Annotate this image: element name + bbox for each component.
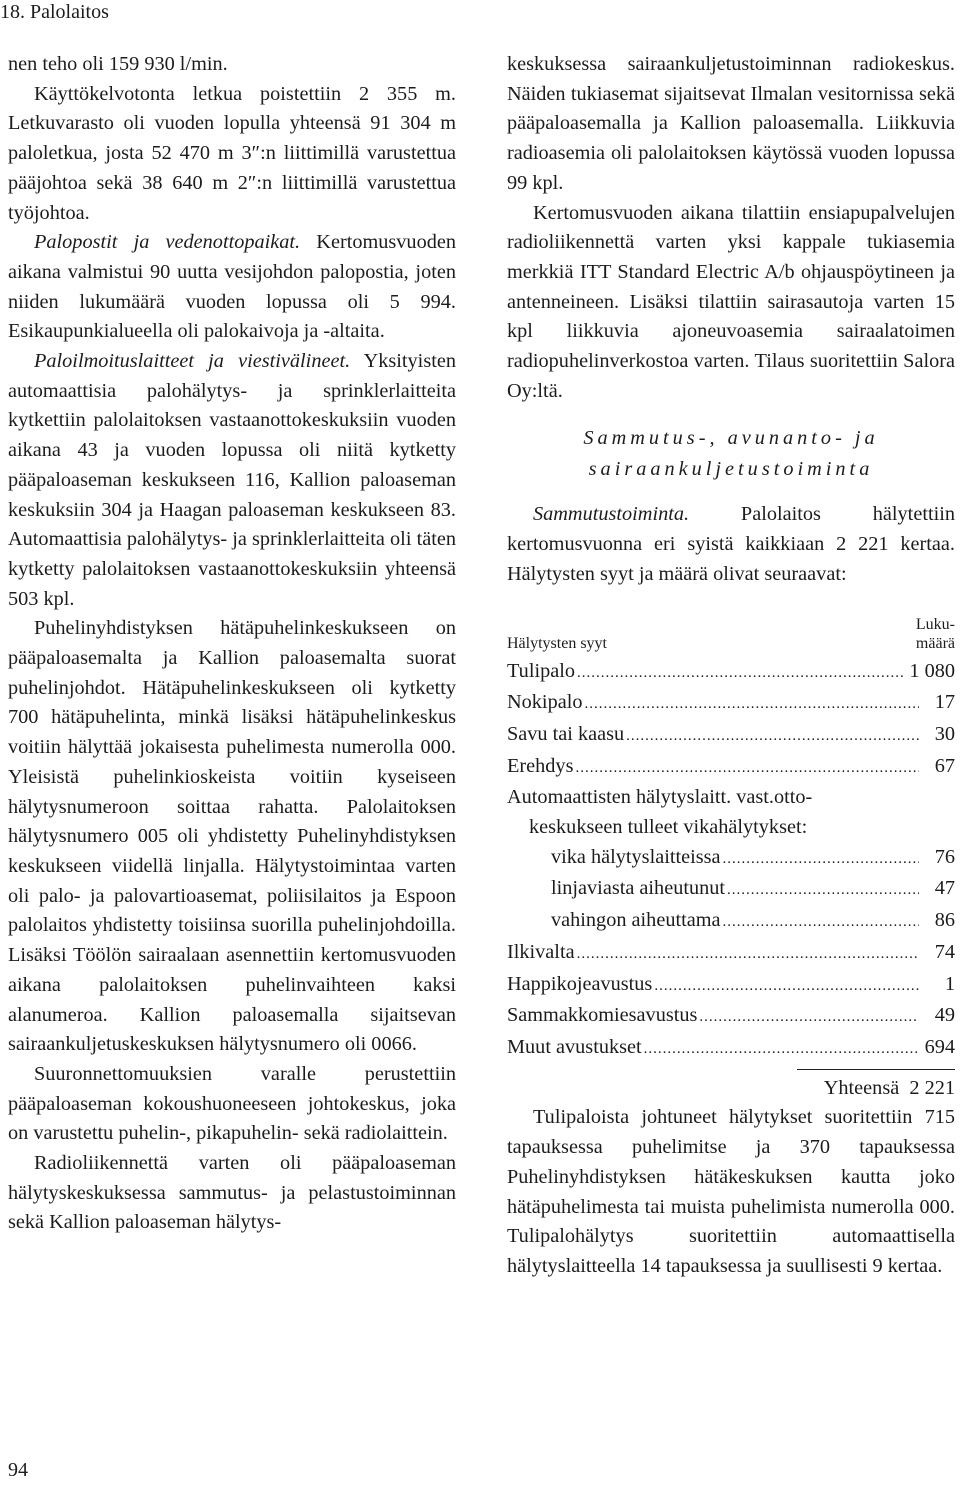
table-header bbox=[507, 615, 955, 653]
paragraph bbox=[8, 228, 456, 347]
paragraph-text: keskuksessa sairaankuljetustoiminnan radiokeskus. Näiden tukiasemat sijaitsevat Ilmalan vesitornissa sekä pääpaloasemalla ja Kallion paloasemalla. Liikkuvia radioasemia oli palolaitoksen käytössä vuoden lopussa 99 kpl. bbox=[507, 53, 955, 194]
paragraph-run-in-heading: Palopostit ja vedenottopaikat. bbox=[34, 231, 301, 254]
dot-leader bbox=[727, 876, 919, 906]
row-label: Sammakkomiesavustus bbox=[507, 1004, 698, 1027]
row-value: 49 bbox=[934, 1004, 955, 1027]
table-row bbox=[507, 813, 955, 843]
row-label: linjaviasta aiheutunut bbox=[551, 877, 726, 900]
dot-leader bbox=[575, 754, 919, 784]
paragraph-text: nen teho oli 159 930 l/min. bbox=[8, 53, 228, 75]
table-row bbox=[507, 783, 955, 813]
paragraph bbox=[8, 614, 456, 1060]
row-value: 1 080 bbox=[909, 659, 955, 682]
paragraph-tulipaloista: Tulipaloista johtuneet hälytykset suoritettiin 715 tapauksessa puhelimitse ja 370 tapauksessa Puhelinyhdistyksen hätäkeskuksen kautta joko hätäpuhelimesta tai muista puhelimista numerolla 000. Tulipalohälytys suoritettiin automaattisella hälytyslaitteella 14 tapauksessa ja suullisesti 9 kertaa. bbox=[507, 1106, 955, 1277]
paragraph-text: Yksityisten automaattisia palohälytys- ja sprinklerlaitteita kytkettiin palolaitoksen vastaanottokeskuksiin vuoden aikana 43 ja vuoden lopussa oli niitä kytketty pääpaloaseman keskukseen 116, Kallion paloaseman keskuksiin 304 ja Haagan paloaseman keskukseen 83. Automaattisia palohälytys- ja sprinklerlaitteita oli täten kytketty palolaitoksen vastaanottokeskuksiin yhteensä 503 kpl. bbox=[8, 350, 456, 610]
table-row bbox=[507, 1033, 955, 1065]
dot-leader bbox=[654, 972, 919, 1002]
dot-leader bbox=[644, 1035, 919, 1065]
paragraph bbox=[507, 199, 955, 407]
table-header-count-line2: määrä bbox=[915, 634, 955, 652]
dot-leader bbox=[577, 659, 903, 689]
paragraph bbox=[8, 347, 456, 614]
row-value: 76 bbox=[934, 845, 955, 868]
dot-leader bbox=[626, 722, 919, 752]
paragraph-text: Puhelinyhdistyksen hätäpuhelinkeskukseen on pääpaloasemalta ja Kallion paloasemalta suorat puhelinjohdot. Hätäpuhelinkeskukseen oli kytketty 700 hätäpuhelinta, minkä lisäksi hätäpuhelinkeskus voitiin hälyttää jokaisesta puhelimesta numerolla 000. Yleisistä puhelinkioskeista voitiin kyseiseen hälytysnumeroon soittaa rahatta. Palolaitoksen hälytysnumero 005 oli yhdistetty Puhelinyhdistyksen keskukseen viidellä linjalla. Hälytystoimintaa varten oli palo- ja palovartioasemat, poliisilaitos ja Espoon palolaitos yhdistetty toisiinsa suorilla puhelinjohdoilla. Lisäksi Töölön sairaalaan asennettiin kertomusvuoden aikana palolaitoksen puhelinvaihteen kaksi alanumeroa. Kallion paloasemalla sijaitsevan sairaankuljetuskeskuksen hälytysnumero oli 0066. bbox=[8, 617, 456, 1056]
dot-leader bbox=[584, 690, 919, 720]
total-label: Yhteensä bbox=[823, 1076, 900, 1099]
left-column bbox=[8, 50, 456, 1238]
table-row bbox=[507, 720, 955, 752]
row-value: 694 bbox=[924, 1035, 955, 1058]
table-row bbox=[507, 843, 955, 875]
section-heading-line2: sairaankuljetustoiminta bbox=[588, 458, 874, 481]
dot-leader bbox=[699, 1003, 919, 1033]
table-row bbox=[507, 970, 955, 1002]
table-row bbox=[507, 906, 955, 938]
section-heading-line1: Sammutus-, avunanto- ja bbox=[583, 427, 879, 450]
row-label: Happikojeavustus bbox=[507, 972, 653, 995]
paragraph bbox=[8, 80, 456, 229]
paragraph bbox=[8, 1060, 456, 1149]
row-value: 74 bbox=[934, 940, 955, 963]
page-number: 94 bbox=[8, 1459, 28, 1481]
paragraph-run-in-heading: Sammutustoiminta. bbox=[533, 503, 690, 526]
row-label: Ilkivalta bbox=[507, 940, 575, 963]
table-row bbox=[507, 657, 955, 689]
table-header-count bbox=[916, 615, 955, 653]
row-label: Erehdys bbox=[507, 754, 574, 777]
paragraph-run-in-heading: Paloilmoituslaitteet ja viestivälineet. bbox=[34, 350, 351, 373]
table-row bbox=[507, 1001, 955, 1033]
paragraph bbox=[8, 1149, 456, 1238]
table-header-causes: Hälytysten syyt bbox=[507, 634, 607, 652]
row-value: 17 bbox=[934, 691, 955, 714]
paragraph-text: Kertomusvuoden aikana tilattiin ensiapupalvelujen radioliikennettä varten yksi kappale tukiasemia merkkiä ITT Standard Electric A/b ohjauspöytineen ja antenneineen. Lisäksi tilattiin sairasautoja varten 15 kpl liikkuvia ajoneuvoasemia sairaalatoimen radiopuhelinverkostoa varten. Tilaus suoritettiin Salora Oy:ltä. bbox=[507, 201, 955, 402]
row-label: Nokipalo bbox=[507, 691, 583, 714]
alarm-causes-table bbox=[507, 615, 955, 1104]
row-label: Automaattisten hälytyslaitt. vast.otto- bbox=[507, 786, 813, 809]
total-value: 2 221 bbox=[909, 1076, 955, 1099]
paragraph-text: Käyttökelvotonta letkua poistettiin 2 355 m. Letkuvarasto oli vuoden lopulla yhteensä 91 304 m paloletkua, josta 52 470 m 3″:n liittimillä varustettua pääjohtoa sekä 38 640 m 2″:n liittimillä varustettua työjohtoa. bbox=[8, 82, 456, 224]
row-label: keskukseen tulleet vikahälytykset: bbox=[529, 816, 808, 839]
right-top-paragraphs bbox=[507, 50, 955, 406]
row-label: vika hälytyslaitteissa bbox=[551, 845, 721, 868]
row-label: Savu tai kaasu bbox=[507, 722, 625, 745]
running-header: 18. Palolaitos bbox=[0, 1, 109, 23]
table-row bbox=[507, 752, 955, 784]
paragraph-text: Radioliikennettä varten oli pääpaloaseman hälytyskeskuksessa sammutus- ja pelastustoiminnan sekä Kallion paloaseman hälytys- bbox=[8, 1152, 456, 1234]
row-label: vahingon aiheuttama bbox=[551, 909, 721, 932]
table-row bbox=[507, 874, 955, 906]
row-value: 30 bbox=[934, 722, 955, 745]
table-row bbox=[507, 688, 955, 720]
paragraph-text: Palolaitos hälytettiin kertomusvuonna eri syistä kaikkiaan 2 221 kertaa. Hälytysten syyt ja määrä olivat seuraavat: bbox=[507, 503, 955, 585]
paragraph bbox=[8, 50, 456, 80]
row-value: 67 bbox=[934, 754, 955, 777]
dot-leader bbox=[723, 908, 919, 938]
paragraph bbox=[507, 50, 955, 199]
table-row bbox=[507, 938, 955, 970]
paragraph-text: Suuronnettomuuksien varalle perustettiin pääpaloaseman kokoushuoneeseen johtokeskus, joka on varustettu puhelin-, pikapuhelin- sekä radiolaittein. bbox=[8, 1062, 456, 1145]
dot-leader bbox=[577, 940, 919, 970]
dot-leader bbox=[723, 845, 919, 875]
paragraph-text: Kertomusvuoden aikana valmistui 90 uutta vesijohdon palopostia, joten niiden lukumäärä vuoden lopussa oli 5 994. Esikaupunkialueella oli palokaivoja ja -altaita. bbox=[8, 231, 456, 343]
table-header-count-line1: Luku- bbox=[915, 615, 955, 633]
table-total-row bbox=[797, 1069, 955, 1104]
right-column bbox=[507, 50, 955, 1282]
row-value: 1 bbox=[944, 972, 955, 995]
row-label: Muut avustukset bbox=[507, 1035, 642, 1058]
table-body bbox=[507, 657, 955, 1065]
row-label: Tulipalo bbox=[507, 659, 576, 682]
row-value: 47 bbox=[934, 877, 955, 900]
section-heading bbox=[507, 423, 955, 485]
row-value: 86 bbox=[934, 909, 955, 932]
paragraph-sammutustoiminta bbox=[507, 500, 955, 589]
